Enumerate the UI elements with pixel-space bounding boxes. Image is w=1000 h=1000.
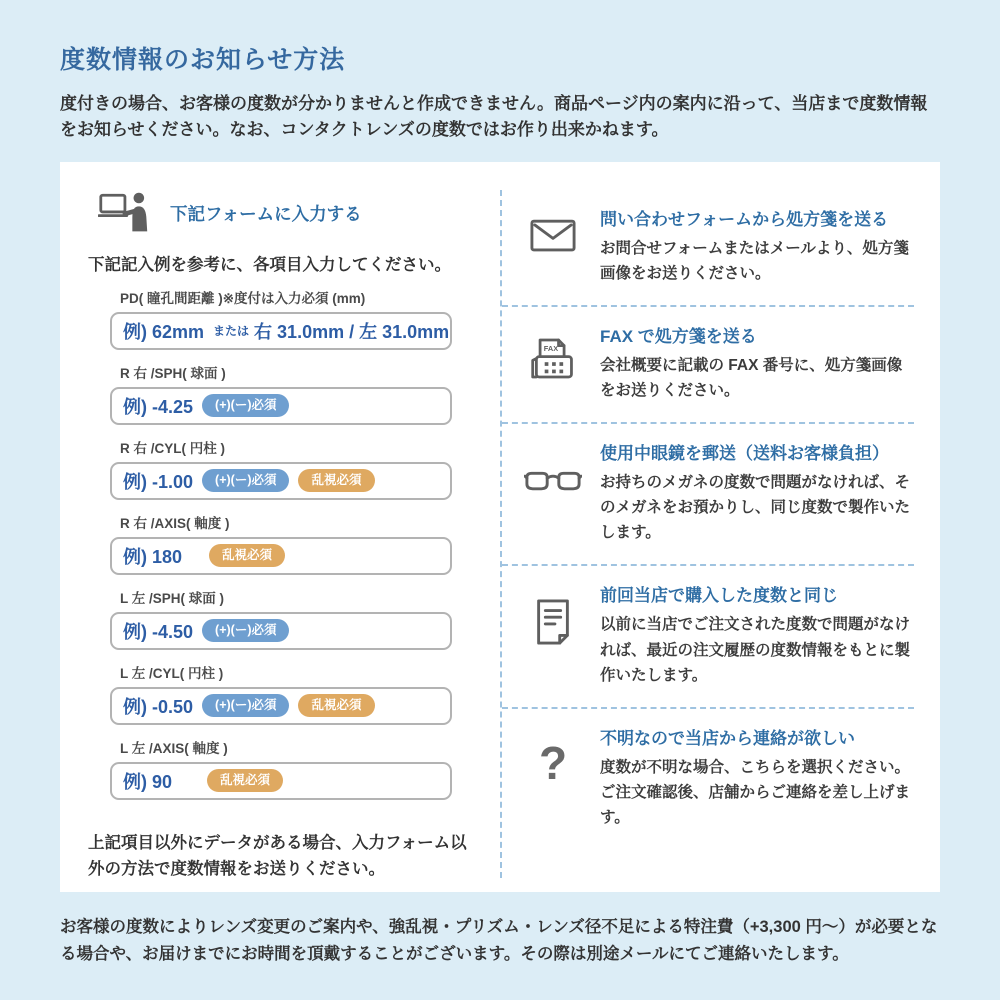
field-label: PD( 瞳孔間距離 )※度付は入力必須 (mm) <box>120 290 366 306</box>
glasses-icon <box>520 439 586 545</box>
envelope-icon <box>520 205 586 286</box>
form-field-r-sph <box>110 362 452 425</box>
question-icon: ? <box>538 736 568 789</box>
method-title: FAX で処方箋を送る <box>600 326 757 346</box>
field-example-value: 例) 90 <box>123 771 173 792</box>
method-title: 不明なので当店から連絡が欲しい <box>600 728 855 748</box>
field-label: L 左 /CYL( 円柱 ) <box>120 665 224 681</box>
plus-minus-required-badge: (+)(ー)必須 <box>202 469 289 492</box>
form-instruction: 下記記入例を参考に、各項目入力してください。 <box>88 255 451 274</box>
field-label: L 左 /AXIS( 軸度 ) <box>120 740 228 756</box>
methods-column <box>500 190 914 879</box>
intro-text: 度付きの場合、お客様の度数が分かりませんと作成できません。商品ページ内の案内に沿って、当店まで度数情報をお知らせください。なお、コンタクトレンズの度数ではお作り出来かねます。 <box>60 94 928 140</box>
field-example-value: 例) 62mm <box>123 321 205 342</box>
field-example-or: または <box>213 324 250 339</box>
field-example-box <box>110 537 452 575</box>
form-field-r-axis <box>110 512 452 575</box>
fax-icon <box>520 322 586 403</box>
method-contact-me <box>502 709 914 849</box>
method-text <box>600 581 914 687</box>
form-heading: 下記フォームに入力する <box>170 203 362 224</box>
method-fax <box>502 307 914 424</box>
field-example-value: 例) -1.00 <box>123 471 194 492</box>
form-column <box>60 188 500 883</box>
field-example-box <box>110 387 452 425</box>
method-body: 以前に当店でご注文された度数で問題がなければ、最近の注文履歴の度数情報をもとに製作いたします。 <box>600 616 911 684</box>
svg-text:FAX: FAX <box>543 344 559 354</box>
form-field-pd <box>110 287 452 350</box>
method-body: 会社概要に記載の FAX 番号に、処方箋画像をお送りください。 <box>600 356 903 400</box>
field-label: L 左 /SPH( 球面 ) <box>120 590 225 606</box>
astigmatism-required-badge: 乱視必須 <box>209 544 285 567</box>
footer-note: お客様の度数によりレンズ変更のご案内や、強乱視・プリズム・レンズ径不足による特注費（+3,300 円〜）が必要となる場合や、お届けまでにお時間を頂戴することがございます。その際は別途メールにてご連絡いたします。 <box>60 918 938 964</box>
method-body: お持ちのメガネの度数で問題がなければ、そのメガネをお預かりし、同じ度数で製作いたします。 <box>600 474 911 542</box>
form-field-l-axis <box>110 737 452 800</box>
method-mail-glasses <box>502 424 914 566</box>
method-body: お問合せフォームまたはメールより、処方箋画像をお送りください。 <box>600 239 909 282</box>
form-fields <box>110 287 452 800</box>
method-previous-order <box>502 566 914 708</box>
form-field-l-cyl <box>110 662 452 725</box>
field-example-box <box>110 762 452 800</box>
method-contact-form <box>502 190 914 307</box>
field-example-value2: 右 31.0mm / 左 31.0mm <box>254 321 450 342</box>
field-example-box <box>110 462 452 500</box>
form-field-r-cyl <box>110 437 452 500</box>
form-field-l-sph <box>110 587 452 650</box>
astigmatism-required-badge: 乱視必須 <box>298 694 374 717</box>
method-text <box>600 724 914 830</box>
field-example-value: 例) -4.50 <box>123 621 194 642</box>
method-title: 問い合わせフォームから処方箋を送る <box>600 209 889 229</box>
document-icon <box>520 581 586 687</box>
field-label: R 右 /AXIS( 軸度 ) <box>120 515 230 531</box>
field-label: R 右 /CYL( 円柱 ) <box>120 440 225 456</box>
method-text <box>600 439 914 545</box>
field-label: R 右 /SPH( 球面 ) <box>120 365 226 381</box>
field-example-box <box>110 312 452 350</box>
field-example-value: 例) -4.25 <box>123 396 194 417</box>
plus-minus-required-badge: (+)(ー)必須 <box>202 394 289 417</box>
person-at-computer-icon <box>98 190 150 237</box>
field-example-value: 例) -0.50 <box>123 696 194 717</box>
plus-minus-required-badge: (+)(ー)必須 <box>202 619 289 642</box>
field-example-value: 例) 180 <box>123 546 183 567</box>
plus-minus-required-badge: (+)(ー)必須 <box>202 694 289 717</box>
page-title: 度数情報のお知らせ方法 <box>60 46 346 74</box>
method-body: 度数が不明な場合、こちらを選択ください。ご注文確認後、店舗からご連絡を差し上げます。 <box>600 758 911 826</box>
info-panel <box>60 162 940 893</box>
form-note: 上記項目以外にデータがある場合、入力フォーム以外の方法で度数情報をお送りください。 <box>88 833 467 879</box>
method-text <box>600 205 914 286</box>
method-title: 前回当店で購入した度数と同じ <box>600 586 838 606</box>
field-example-box <box>110 687 452 725</box>
field-example-box <box>110 612 452 650</box>
astigmatism-required-badge: 乱視必須 <box>207 769 283 792</box>
astigmatism-required-badge: 乱視必須 <box>298 469 374 492</box>
form-header <box>98 190 482 237</box>
method-text <box>600 322 914 403</box>
method-title: 使用中眼鏡を郵送（送料お客様負担） <box>600 444 889 464</box>
